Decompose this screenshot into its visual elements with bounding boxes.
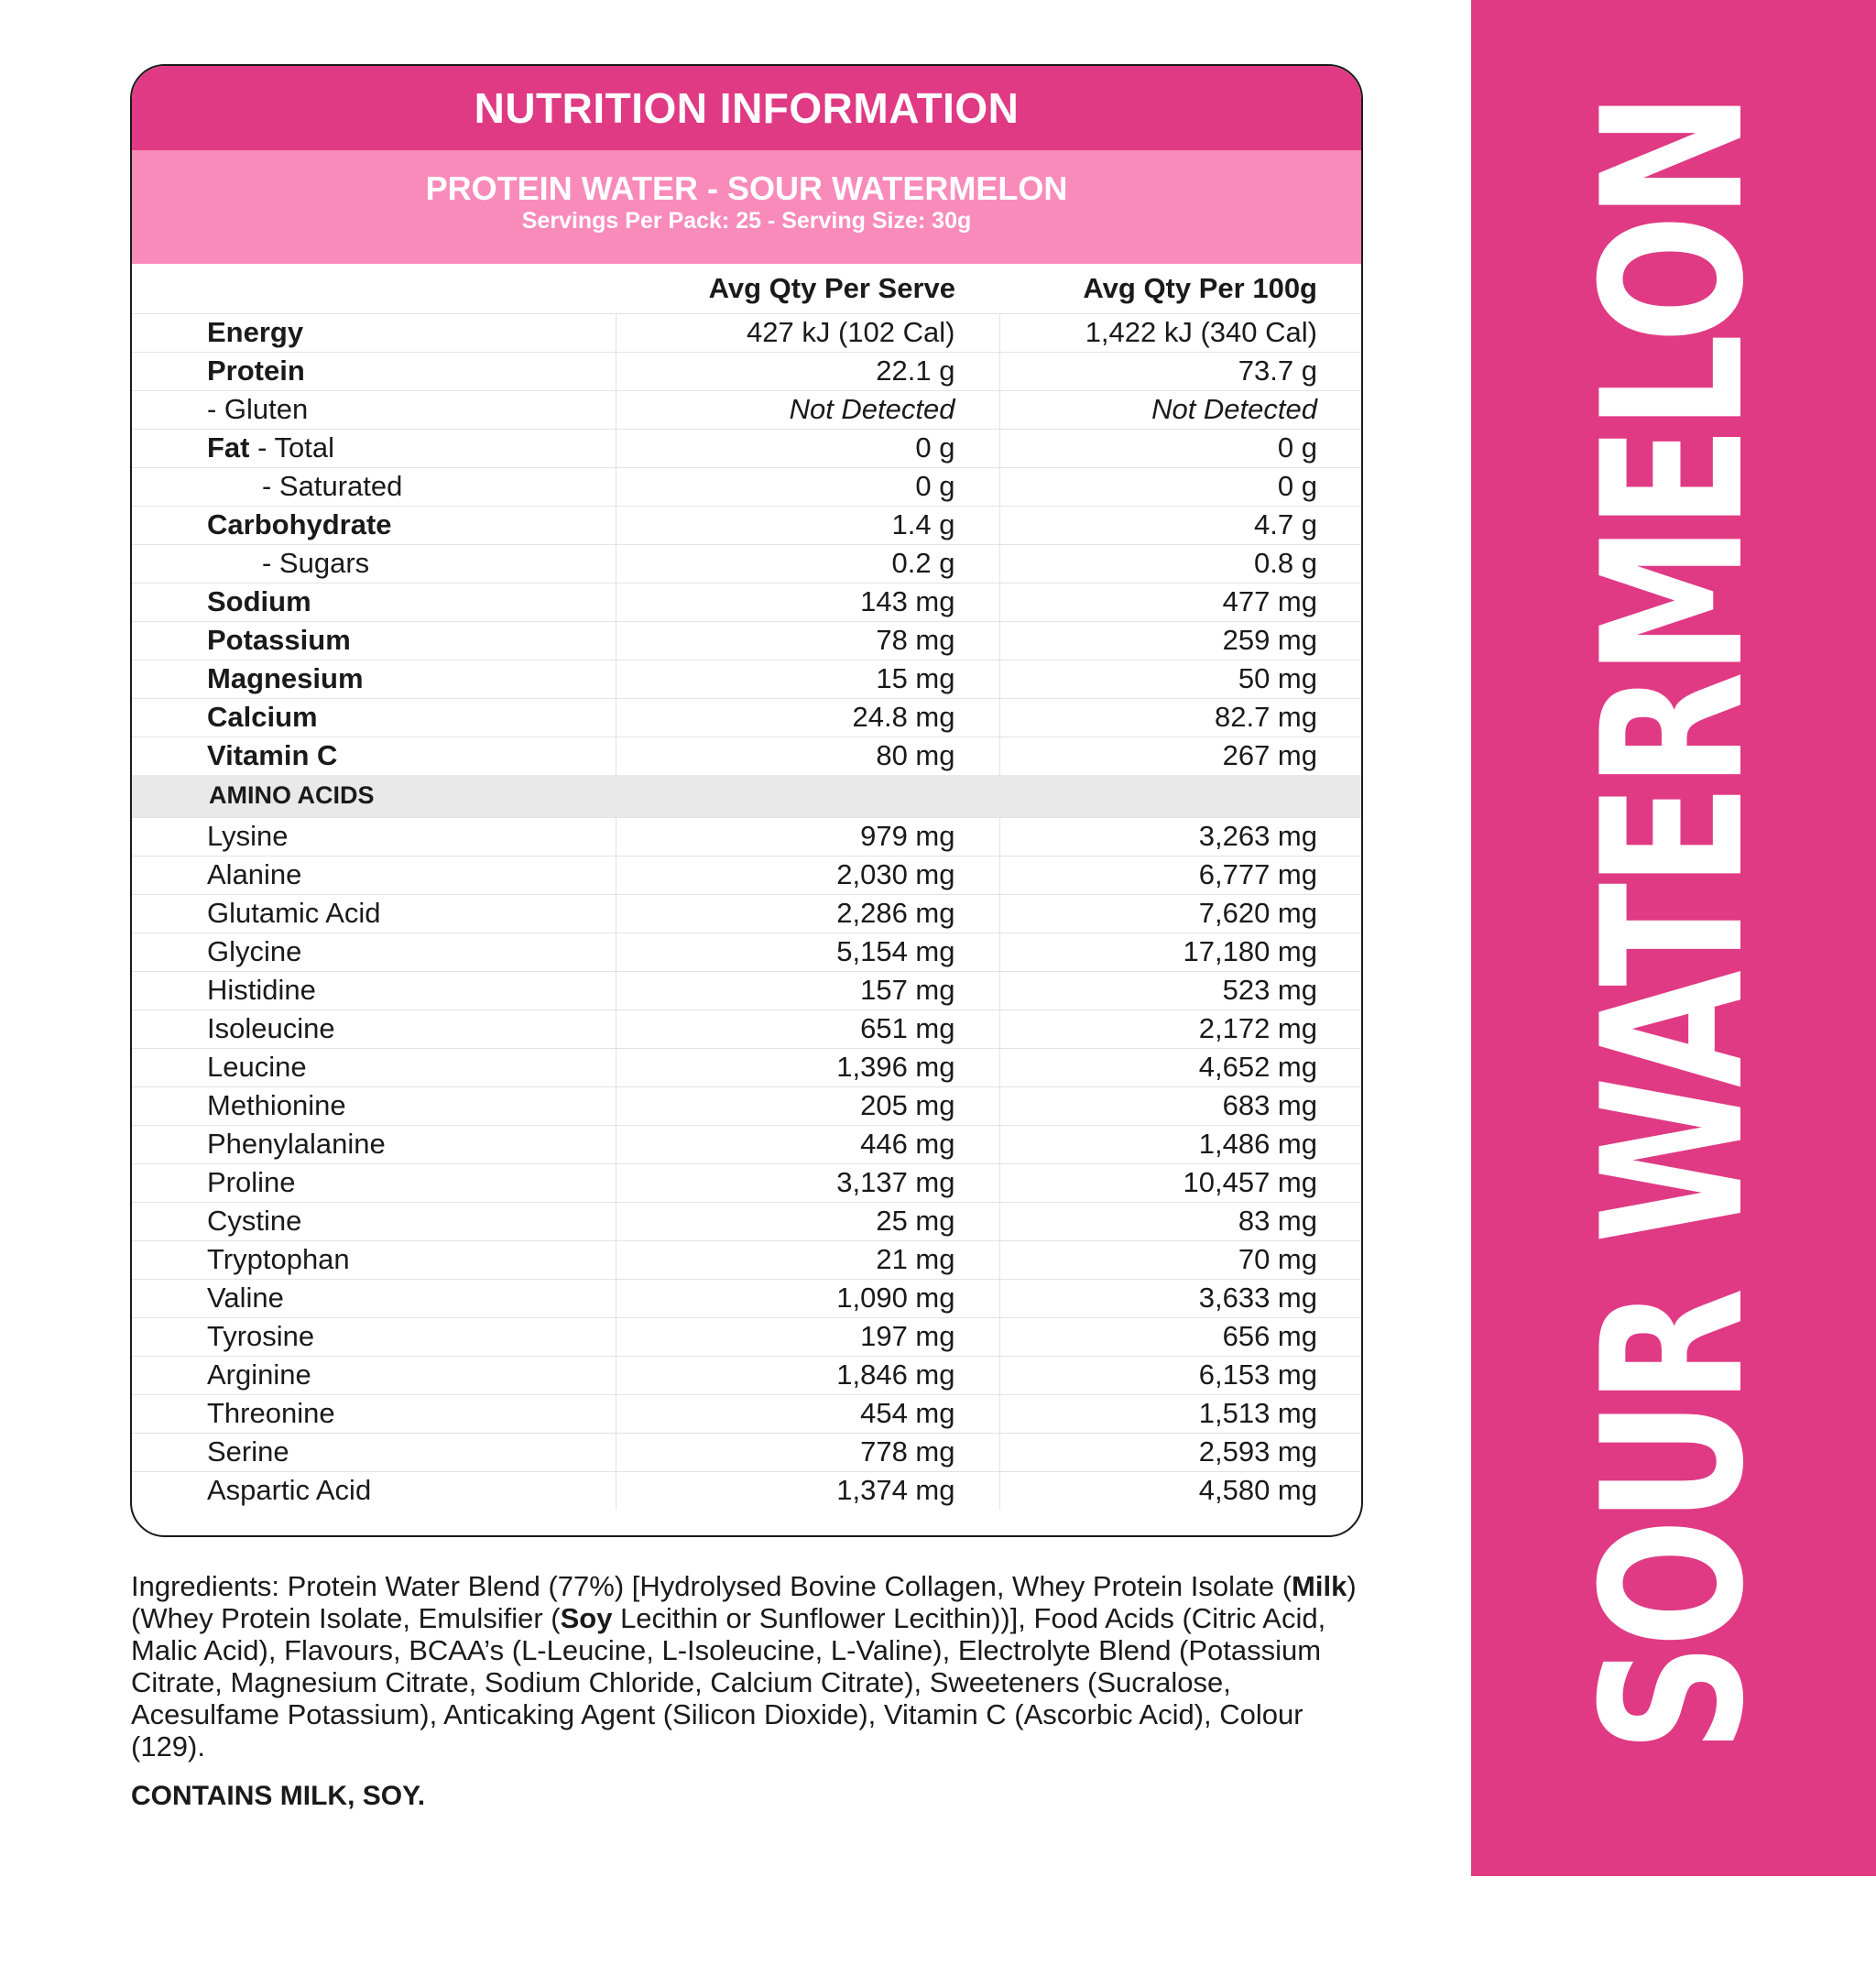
amino-acid-name: Glycine (132, 933, 616, 971)
per-100g-value: 70 mg (999, 1240, 1361, 1279)
amino-acid-row (132, 971, 1361, 1009)
column-header-per-100g: Avg Qty Per 100g (1083, 271, 1317, 304)
per-serve-value: 651 mg (616, 1009, 999, 1048)
amino-acid-row (132, 894, 1361, 933)
per-100g-value: 6,777 mg (999, 856, 1361, 894)
amino-acid-row (132, 1048, 1361, 1086)
per-serve-value: 197 mg (616, 1317, 999, 1356)
per-serve-value: 80 mg (616, 737, 999, 775)
nutrient-row (132, 660, 1361, 698)
per-serve-value: 2,286 mg (616, 894, 999, 933)
amino-acid-name: Valine (132, 1279, 616, 1317)
nutrient-name: Sodium (132, 583, 616, 621)
nutrition-panel (130, 64, 1363, 1537)
amino-acid-row (132, 1279, 1361, 1317)
per-100g-value: 3,263 mg (999, 817, 1361, 856)
per-100g-value: 7,620 mg (999, 894, 1361, 933)
amino-acid-row (132, 817, 1361, 856)
nutrient-name: Carbohydrate (132, 506, 616, 544)
amino-acid-name: Serine (132, 1433, 616, 1471)
nutrient-name: Potassium (132, 621, 616, 660)
nutrient-name: Energy (132, 313, 616, 352)
nutrient-row (132, 544, 1361, 583)
amino-acids-heading-row (132, 775, 1361, 817)
nutrient-row (132, 467, 1361, 506)
per-100g-value: 50 mg (999, 660, 1361, 698)
per-serve-value: 5,154 mg (616, 933, 999, 971)
per-100g-value: 477 mg (999, 583, 1361, 621)
per-serve-value: 0.2 g (616, 544, 999, 583)
amino-acid-name: Aspartic Acid (132, 1471, 616, 1510)
per-100g-value: 656 mg (999, 1317, 1361, 1356)
allergen-statement: CONTAINS MILK, SOY. (131, 1781, 426, 1811)
nutrient-row (132, 352, 1361, 390)
nutrient-name: Fat - Total (132, 429, 616, 467)
amino-acids-heading: AMINO ACIDS (132, 775, 1361, 817)
amino-acid-name: Threonine (132, 1394, 616, 1433)
per-serve-value: 1,374 mg (616, 1471, 999, 1510)
amino-acid-row (132, 1394, 1361, 1433)
per-100g-value: 1,513 mg (999, 1394, 1361, 1433)
per-serve-value: 427 kJ (102 Cal) (616, 313, 999, 352)
per-100g-value: 3,633 mg (999, 1279, 1361, 1317)
amino-acid-row (132, 1317, 1361, 1356)
per-100g-value: 17,180 mg (999, 933, 1361, 971)
per-100g-value: 523 mg (999, 971, 1361, 1009)
per-100g-value: 2,593 mg (999, 1433, 1361, 1471)
per-100g-value: 267 mg (999, 737, 1361, 775)
per-100g-value: 0 g (999, 429, 1361, 467)
nutrient-row (132, 390, 1361, 429)
nutrient-name: - Gluten (132, 390, 616, 429)
per-serve-value: 0 g (616, 429, 999, 467)
per-serve-value: 0 g (616, 467, 999, 506)
per-serve-value: Not Detected (616, 390, 999, 429)
per-serve-value: 1,090 mg (616, 1279, 999, 1317)
nutrient-row (132, 737, 1361, 775)
amino-acid-row (132, 1433, 1361, 1471)
per-serve-value: 157 mg (616, 971, 999, 1009)
nutrient-row (132, 583, 1361, 621)
allergen-soy: Soy (560, 1602, 613, 1634)
per-serve-value: 1,396 mg (616, 1048, 999, 1086)
per-100g-value: 73.7 g (999, 352, 1361, 390)
nutrient-name: Magnesium (132, 660, 616, 698)
per-100g-value: 0.8 g (999, 544, 1361, 583)
amino-acid-row (132, 1125, 1361, 1163)
amino-acid-row (132, 933, 1361, 971)
nutrient-row (132, 429, 1361, 467)
per-serve-value: 78 mg (616, 621, 999, 660)
amino-acid-name: Arginine (132, 1356, 616, 1394)
amino-acid-row (132, 1471, 1361, 1510)
product-name: PROTEIN WATER - SOUR WATERMELON (425, 169, 1068, 207)
per-serve-value: 778 mg (616, 1433, 999, 1471)
nutrient-row (132, 313, 1361, 352)
per-100g-value: 683 mg (999, 1086, 1361, 1125)
per-100g-value: 6,153 mg (999, 1356, 1361, 1394)
side-flavour-label: SOUR WATERMELON (1560, 96, 1786, 1752)
per-serve-value: 143 mg (616, 583, 999, 621)
column-header-blank (132, 264, 616, 313)
per-serve-value: 3,137 mg (616, 1163, 999, 1202)
amino-acid-name: Histidine (132, 971, 616, 1009)
per-serve-value: 454 mg (616, 1394, 999, 1433)
amino-acid-name: Tyrosine (132, 1317, 616, 1356)
ingredients-text: Ingredients: Protein Water Blend (77%) [Hydrolysed Bovine Collagen, Whey Protein Isolate (Milk) (Whey Protein Isolate, Emulsifier (Soy Lecithin or Sunflower Lecithin))], Food Acids (Citric Acid, Malic Acid), Flavours, BCAA’s (L-Leucine, L-Isoleucine, L-Valine), Electrolyte Blend (Potassium Citrate, Magnesium Citrate, Sodium Chloride, Calcium Citrate), Sweeteners (Sucralose, Acesulfame Potassium), Anticaking Agent (Silicon Dioxide), Vitamin C (Ascorbic Acid), Colour (129). (131, 1570, 1357, 1762)
column-header-row (132, 264, 1361, 313)
product-header (132, 150, 1361, 264)
amino-acid-row (132, 1356, 1361, 1394)
column-header-per-serve: Avg Qty Per Serve (708, 271, 955, 304)
amino-acid-name: Methionine (132, 1086, 616, 1125)
amino-acid-row (132, 1009, 1361, 1048)
per-100g-value: 4,580 mg (999, 1471, 1361, 1510)
amino-acid-name: Lysine (132, 817, 616, 856)
per-100g-value: 259 mg (999, 621, 1361, 660)
amino-acid-name: Glutamic Acid (132, 894, 616, 933)
amino-acid-row (132, 1202, 1361, 1240)
per-serve-value: 22.1 g (616, 352, 999, 390)
per-serve-value: 21 mg (616, 1240, 999, 1279)
per-100g-value: Not Detected (999, 390, 1361, 429)
nutrient-row (132, 506, 1361, 544)
per-serve-value: 25 mg (616, 1202, 999, 1240)
per-100g-value: 1,486 mg (999, 1125, 1361, 1163)
nutrition-table (132, 264, 1361, 1510)
amino-acid-name: Tryptophan (132, 1240, 616, 1279)
nutrient-name: Vitamin C (132, 737, 616, 775)
per-serve-value: 446 mg (616, 1125, 999, 1163)
nutrient-name: - Saturated (132, 467, 616, 506)
per-100g-value: 82.7 mg (999, 698, 1361, 737)
amino-acid-name: Proline (132, 1163, 616, 1202)
nutrient-row (132, 621, 1361, 660)
amino-acid-name: Alanine (132, 856, 616, 894)
per-100g-value: 2,172 mg (999, 1009, 1361, 1048)
per-serve-value: 15 mg (616, 660, 999, 698)
per-100g-value: 1,422 kJ (340 Cal) (999, 313, 1361, 352)
per-100g-value: 4,652 mg (999, 1048, 1361, 1086)
amino-acid-row (132, 1163, 1361, 1202)
amino-acid-name: Phenylalanine (132, 1125, 616, 1163)
amino-acid-row (132, 1086, 1361, 1125)
amino-acid-name: Leucine (132, 1048, 616, 1086)
nutrient-name: - Sugars (132, 544, 616, 583)
nutrient-name: Protein (132, 352, 616, 390)
per-serve-value: 2,030 mg (616, 856, 999, 894)
per-serve-value: 1,846 mg (616, 1356, 999, 1394)
per-serve-value: 979 mg (616, 817, 999, 856)
amino-acid-row (132, 856, 1361, 894)
per-serve-value: 1.4 g (616, 506, 999, 544)
nutrient-name: Calcium (132, 698, 616, 737)
allergen-milk: Milk (1292, 1570, 1347, 1602)
panel-title: NUTRITION INFORMATION (132, 66, 1361, 150)
amino-acid-name: Cystine (132, 1202, 616, 1240)
per-serve-value: 205 mg (616, 1086, 999, 1125)
amino-acid-name: Isoleucine (132, 1009, 616, 1048)
per-100g-value: 0 g (999, 467, 1361, 506)
per-100g-value: 83 mg (999, 1202, 1361, 1240)
per-100g-value: 4.7 g (999, 506, 1361, 544)
per-100g-value: 10,457 mg (999, 1163, 1361, 1202)
servings-info: Servings Per Pack: 25 - Serving Size: 30g (521, 208, 972, 234)
per-serve-value: 24.8 mg (616, 698, 999, 737)
amino-acid-row (132, 1240, 1361, 1279)
nutrient-row (132, 698, 1361, 737)
